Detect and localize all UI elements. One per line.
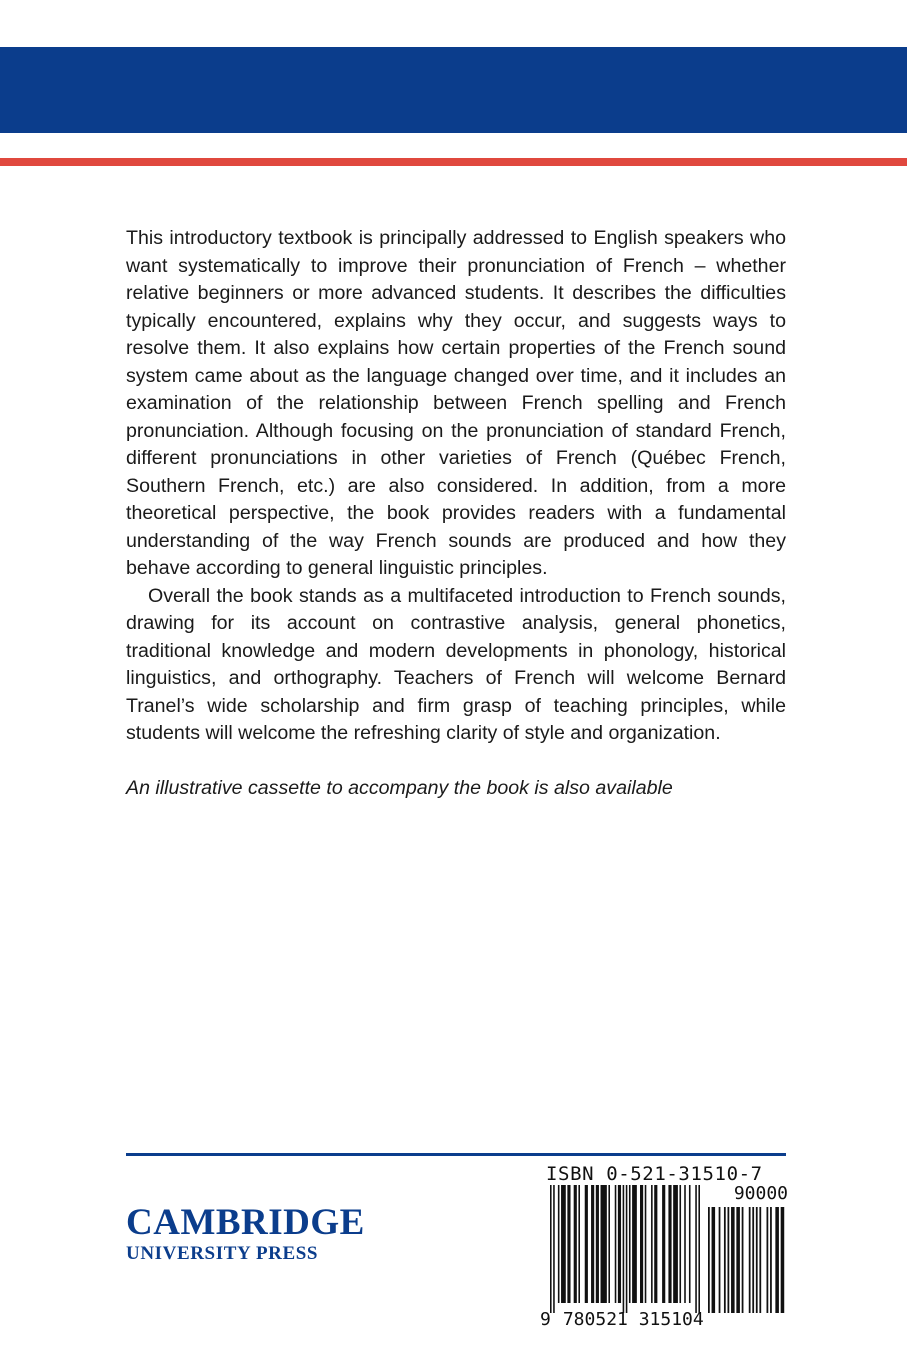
barcode-bar bbox=[749, 1207, 751, 1313]
blurb-paragraph-1: This introductory textbook is principally addressed to English speakers who want systematically to improve their pronunciation of French – whether relative beginners or more advanced students. It describes the difficulties typically encountered, explains why they occur, and suggests ways to resolve them. It also explains how certain properties of the French sound system came about as the language changed over time, and it includes an examination of the relationship between French spelling and French pronunciation. Although focusing on the pronunciation of standard French, different pronunciations in other varieties of French (Québec French, Southern French, etc.) are also considered. In addition, from a more theoretical perspective, the book provides readers with a fundamental understanding of the way French sounds are produced and how they behave according to general linguistic principles. bbox=[126, 227, 786, 579]
barcode-bar bbox=[591, 1185, 594, 1303]
ean-barcode-bars bbox=[550, 1185, 700, 1313]
price-addon-digits: 90000 bbox=[733, 1183, 788, 1204]
barcode-bar bbox=[770, 1207, 772, 1313]
barcode-bar bbox=[695, 1185, 697, 1313]
blurb-paragraph-2: Overall the book stands as a multifaceted introduction to French sounds, drawing for its account on contrastive analysis, general phonetics, traditional knowledge and modern developments in phonology, historical linguistics, and orthography. Teachers of French will welcome Bernard Tranel’s wide scholarship and firm grasp of teaching principles, while students will welcome the refreshing clarity of style and organization. bbox=[126, 584, 786, 744]
barcode-bar bbox=[728, 1207, 730, 1313]
barcode-bar bbox=[632, 1185, 637, 1303]
barcode-bar bbox=[668, 1185, 671, 1303]
red-accent-stripe bbox=[0, 158, 907, 166]
barcode-bar bbox=[662, 1185, 665, 1303]
barcode-bar bbox=[767, 1207, 769, 1313]
publisher-logo bbox=[126, 1203, 366, 1265]
barcode-bar bbox=[608, 1185, 610, 1303]
bottom-divider-rule bbox=[126, 1153, 786, 1156]
barcode-bar bbox=[654, 1185, 657, 1303]
barcode-bar bbox=[561, 1185, 566, 1303]
barcode-bar bbox=[752, 1207, 754, 1313]
isbn-barcode bbox=[540, 1163, 788, 1335]
barcode-bar bbox=[781, 1207, 785, 1313]
ean-digit-groups: 780521 315104 bbox=[562, 1309, 704, 1330]
barcode-bar bbox=[736, 1207, 740, 1313]
barcode-bar bbox=[731, 1207, 735, 1313]
addon-barcode-bars bbox=[708, 1207, 786, 1313]
publisher-subtitle: UNIVERSITY PRESS bbox=[126, 1243, 319, 1264]
barcode-bar bbox=[759, 1207, 761, 1313]
barcode-bar bbox=[623, 1185, 625, 1313]
publisher-name: CAMBRIDGE bbox=[126, 1202, 365, 1243]
isbn-number: ISBN 0-521-31510-7 bbox=[546, 1163, 763, 1185]
barcode-bar bbox=[626, 1185, 628, 1313]
barcode-bar bbox=[679, 1185, 681, 1303]
barcode-bar bbox=[574, 1185, 577, 1303]
barcode-bar bbox=[558, 1185, 560, 1303]
barcode-bar bbox=[629, 1185, 631, 1303]
top-color-band bbox=[0, 47, 907, 133]
barcode-bar bbox=[553, 1185, 555, 1313]
ean-digits bbox=[540, 1309, 704, 1331]
barcode-bar bbox=[689, 1185, 691, 1303]
barcode-bar bbox=[585, 1185, 588, 1303]
barcode-bar bbox=[618, 1185, 621, 1303]
barcode-bar bbox=[601, 1185, 607, 1303]
barcode-bar bbox=[756, 1207, 758, 1313]
barcode-bar bbox=[578, 1185, 580, 1303]
barcode-bar bbox=[596, 1185, 599, 1303]
barcode-bar bbox=[712, 1207, 716, 1313]
barcode-bar bbox=[651, 1185, 653, 1303]
barcode-bar bbox=[724, 1207, 726, 1313]
barcode-bar bbox=[645, 1185, 647, 1303]
cassette-note: An illustrative cassette to accompany the book is also available bbox=[126, 776, 673, 799]
ean-lead-digit: 9 bbox=[540, 1309, 551, 1330]
barcode-bar bbox=[550, 1185, 552, 1313]
barcode-bar bbox=[640, 1185, 643, 1303]
back-cover-blurb bbox=[126, 225, 786, 802]
barcode-bar bbox=[719, 1207, 721, 1313]
barcode-bar bbox=[698, 1185, 700, 1313]
barcode-bar bbox=[775, 1207, 779, 1313]
barcode-bar bbox=[708, 1207, 710, 1313]
barcode-bar bbox=[673, 1185, 678, 1303]
barcode-bar bbox=[615, 1185, 617, 1303]
barcode-bar bbox=[684, 1185, 686, 1303]
barcode-bar bbox=[567, 1185, 570, 1303]
barcode-bar bbox=[742, 1207, 744, 1313]
